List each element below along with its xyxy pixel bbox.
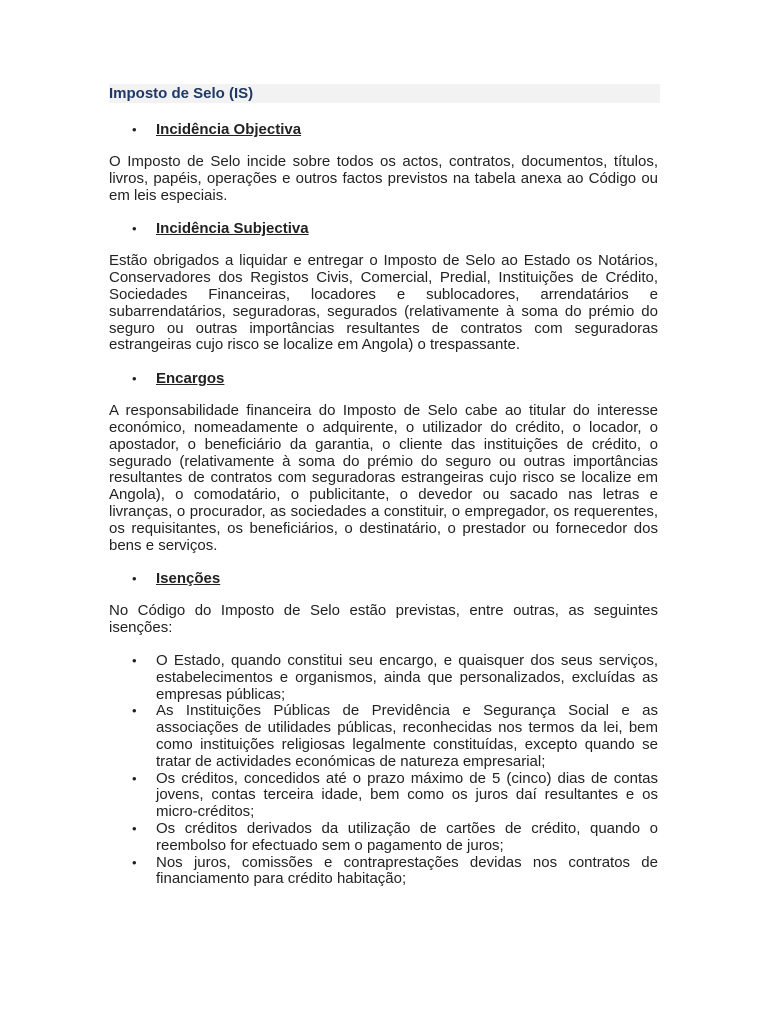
exemptions-list (109, 653, 658, 888)
bullet-icon: • (132, 221, 137, 237)
section-paragraph: A responsabilidade financeira do Imposto de Selo cabe ao titular do interesse económico, nomeadamente o adquirente, o utilizador do crédito, o locador, o apostador, o beneficiário da garantia, o cliente das instituições de crédito, o segurado (relativamente à soma do prémio do seguro ou outras importâncias resultantes de contratos com seguradoras estrangeiras cujo risco se localize em Angola), o comodatário, o publicitante, o devedor ou sacado nas letras e livranças, o procurador, as sociedades a constituir, o empregador, os requerentes, os requisitantes, os beneficiários, o destinatário, o prestador ou fornecedor dos bens e serviços. (109, 402, 658, 554)
list-item-text: Os créditos derivados da utilização de cartões de crédito, quando o reembolso for efectuado sem o pagamento de juros; (156, 819, 658, 854)
section-paragraph: No Código do Imposto de Selo estão previstas, entre outras, as seguintes isenções: (109, 602, 658, 637)
section-heading-incidencia-objectiva (109, 121, 658, 138)
bullet-icon: • (132, 770, 137, 786)
list-item-text: O Estado, quando constitui seu encargo, e quaisquer dos seus serviços, estabelecimentos e organismos, ainda que personalizados, excluídas as empresas públicas; (156, 651, 658, 703)
document-content (109, 84, 658, 888)
section-paragraph: Estão obrigados a liquidar e entregar o Imposto de Selo ao Estado os Notários, Conservadores dos Registos Civis, Comercial, Predial, Instituições de Crédito, Sociedades Financeiras, locadores e sublocadores, arrendatários e subarrendatários, seguradoras, segurados (relativamente à soma do prémio do seguro ou outras importâncias resultantes de contratos com seguradoras estrangeiras cujo risco se localize em Angola) o trespassante. (109, 252, 658, 354)
section-heading-text: Incidência Objectiva (156, 121, 302, 138)
list-item (109, 855, 658, 889)
section-heading-text: Encargos (156, 370, 225, 388)
list-item (109, 703, 658, 770)
title-bar (109, 84, 660, 103)
bullet-icon: • (132, 571, 137, 587)
list-item (109, 653, 658, 703)
bullet-icon: • (132, 371, 137, 387)
bullet-icon: • (132, 820, 137, 836)
section-heading-incidencia-subjectiva (109, 220, 658, 237)
list-item (109, 771, 658, 821)
bullet-icon: • (132, 122, 137, 137)
bullet-icon: • (132, 703, 137, 719)
section-heading-text: Isenções (156, 570, 221, 588)
list-item-text: As Instituições Públicas de Previdência e Segurança Social e as associações de utilidades públicas, reconhecidas nos termos da lei, bem como instituições religiosas legalmente constituídas, excepto quando se tratar de actividades económicas de natureza empresarial; (156, 702, 658, 770)
section-heading-isencoes (109, 570, 658, 587)
list-item-text: Nos juros, comissões e contraprestações devidas nos contratos de financiamento para crédito habitação; (156, 853, 658, 888)
bullet-icon: • (132, 854, 137, 870)
section-heading-text: Incidência Subjectiva (156, 220, 309, 238)
section-heading-encargos (109, 370, 658, 387)
page-title: Imposto de Selo (IS) (109, 85, 254, 102)
section-paragraph: O Imposto de Selo incide sobre todos os actos, contratos, documentos, títulos, livros, papéis, operações e outros factos previstos na tabela anexa ao Código ou em leis especiais. (109, 153, 658, 204)
bullet-icon: • (132, 652, 137, 668)
list-item (109, 821, 658, 855)
list-item-text: Os créditos, concedidos até o prazo máximo de 5 (cinco) dias de contas jovens, contas terceira idade, bem como os juros daí resultantes e os micro-créditos; (156, 769, 658, 821)
